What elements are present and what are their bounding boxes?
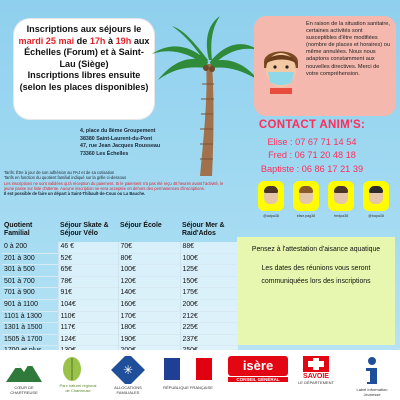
chartreuse-logo: CŒUR DE CHARTREUSE bbox=[4, 356, 44, 395]
registration-location: Échelles (Forum) et à Saint- bbox=[24, 47, 144, 58]
table-row bbox=[2, 323, 238, 335]
quotient-cell: 0 à 200 bbox=[4, 243, 27, 250]
svg-text:✳: ✳ bbox=[122, 363, 134, 377]
snapcode-icon[interactable] bbox=[293, 181, 319, 211]
address-line: 4, place du 8ème Groupement bbox=[80, 128, 156, 134]
table-row bbox=[2, 242, 238, 253]
snap-handle: fredpa38 bbox=[333, 214, 349, 218]
snapcode-icon[interactable] bbox=[363, 181, 389, 211]
table-row bbox=[2, 311, 238, 323]
covid-notice-box bbox=[254, 16, 396, 116]
price-cell: 150€ bbox=[180, 276, 238, 288]
price-table bbox=[2, 221, 238, 358]
registration-location-2: Lau (Siège) bbox=[59, 58, 109, 69]
covid-notice-text: En raison de la situation sanitaire, certaines activités sont susceptibles d'être modifiées (nombre de places et horaires) ou même annulées. Nous nous adaptons constamment aux nouvelles directives. Merci de votre compréhension. bbox=[306, 21, 390, 77]
price-cell: 52€ bbox=[58, 253, 118, 265]
marianne-icon bbox=[162, 356, 214, 384]
tariff-line: Tarifs en fonction du quotient familial indiqué sur la grille ci-dessous bbox=[4, 175, 127, 181]
address-line: 38380 Saint-Laurent-du-Pont bbox=[80, 135, 153, 142]
price-cell: 65€ bbox=[58, 265, 118, 277]
registration-line1: Inscriptions aux séjours le bbox=[26, 24, 142, 34]
registration-free-line: Inscriptions libres ensuite bbox=[27, 70, 141, 81]
quotient-cell: 901 à 1100 bbox=[4, 300, 38, 308]
price-cell: 190€ bbox=[118, 334, 180, 346]
price-cell: 120€ bbox=[118, 276, 180, 288]
table-row bbox=[2, 288, 238, 300]
address-line: 47, rue Jean Jacques Rousseau bbox=[80, 143, 161, 150]
price-cell: 110€ bbox=[58, 311, 118, 323]
quotient-cell: 701 à 900 bbox=[4, 289, 35, 297]
address-line: 73360 Les Échelles bbox=[80, 150, 129, 157]
table-row bbox=[2, 253, 238, 265]
table-row bbox=[2, 276, 238, 288]
price-cell: 88€ bbox=[180, 242, 238, 253]
price-cell: 160€ bbox=[118, 299, 180, 311]
masked-child-icon bbox=[260, 44, 302, 94]
quotient-cell: 1101 à 1300 bbox=[4, 312, 42, 320]
table-row bbox=[2, 299, 238, 311]
snowflake-icon bbox=[110, 356, 146, 384]
table-row bbox=[2, 334, 238, 346]
price-cell: 212€ bbox=[180, 311, 238, 323]
snapcode-icon[interactable] bbox=[258, 181, 284, 211]
republique-logo: RÉPUBLIQUE FRANÇAISE bbox=[158, 356, 218, 390]
snap-handle: @bapa38 bbox=[368, 214, 384, 218]
price-cell: 46 € bbox=[58, 242, 118, 253]
column-header: Quotient Familial bbox=[4, 222, 33, 237]
savoie-logo: SAVOIE LE DÉPARTEMENT bbox=[296, 356, 336, 385]
tariff-notes bbox=[4, 170, 232, 196]
snapcode-icon[interactable] bbox=[328, 181, 354, 211]
phone-baptiste[interactable]: Baptiste : 06 86 17 21 39 bbox=[260, 164, 364, 174]
snap-handle: @adpa38 bbox=[263, 214, 279, 218]
quotient-cell: 1505 à 1700 bbox=[4, 335, 43, 343]
caf-logo: ✳ ALLOCATIONS FAMILIALES bbox=[108, 356, 148, 395]
savoie-cross-icon bbox=[303, 356, 329, 372]
mountain-icon bbox=[4, 356, 44, 384]
quotient-cell: 301 à 500 bbox=[4, 266, 35, 274]
isere-logo: isère CONSEIL GÉNÉRAL bbox=[228, 356, 288, 382]
table-row bbox=[2, 265, 238, 277]
phone-elise[interactable]: Elise : 07 67 71 14 54 bbox=[267, 137, 357, 147]
column-header: Séjour Skate & Séjour Vélo bbox=[60, 222, 109, 237]
price-cell: 124€ bbox=[58, 334, 118, 346]
tariff-departure-note: Il est possible de faire un départ à Saint-Thibault-de-Coux ou La Bauche. bbox=[4, 191, 146, 197]
price-cell: 78€ bbox=[58, 276, 118, 288]
tariff-warning: Les inscriptions ne sont validées qu'à réception du paiement. Si le paiement n'a pas été reçu 48 heures avant l'activité, le jeune passe sur liste d'attente. Aucune inscription ne sera acceptée en dehors des permanences d'inscriptions. bbox=[4, 180, 224, 191]
price-cell: 170€ bbox=[118, 311, 180, 323]
price-cell: 180€ bbox=[118, 323, 180, 335]
registration-date: mardi 25 mai bbox=[18, 35, 75, 46]
quotient-cell: 501 à 700 bbox=[4, 277, 35, 285]
price-cell: 225€ bbox=[180, 323, 238, 335]
registration-box: Inscriptions aux séjours le mardi 25 mai de 17h à 19h aux Échelles (Forum) et à Saint- Lau (Siège) Inscriptions libres ensuite (selon les places disponibles) bbox=[14, 19, 154, 119]
info-jeunesse-logo: Label Information Jeunesse bbox=[348, 356, 396, 397]
price-cell: 100€ bbox=[118, 265, 180, 277]
price-cell: 175€ bbox=[180, 288, 238, 300]
meeting-dates-note: Les dates des réunions vous seront communiquées lors des inscriptions bbox=[261, 265, 371, 285]
quotient-cell: 1301 à 1500 bbox=[4, 324, 43, 332]
tariff-line: Tarifs: Être à jour de son adhésion au PAJ et de sa cotisation bbox=[4, 170, 115, 175]
price-cell: 70€ bbox=[118, 242, 180, 253]
column-header: Séjour Mer & Raid'Ados bbox=[182, 222, 225, 237]
phone-fred[interactable]: Fred : 06 71 20 48 18 bbox=[268, 150, 356, 160]
price-cell: 91€ bbox=[58, 288, 118, 300]
price-cell: 125€ bbox=[180, 265, 238, 277]
price-cell: 140€ bbox=[118, 288, 180, 300]
snap-handle: elise.pag38 bbox=[296, 214, 316, 218]
address-block bbox=[80, 128, 190, 158]
price-cell: 100€ bbox=[180, 253, 238, 265]
price-cell: 237€ bbox=[180, 334, 238, 346]
registration-time-start: 17h bbox=[89, 35, 106, 46]
info-i-icon bbox=[363, 356, 381, 386]
column-header: Séjour École bbox=[120, 222, 162, 229]
registration-availability: (selon les places disponibles) bbox=[19, 81, 149, 92]
price-cell: 104€ bbox=[58, 299, 118, 311]
registration-time-end: 19h bbox=[115, 35, 132, 46]
parc-chartreuse-logo: Parc naturel régional de Chartreuse bbox=[58, 356, 98, 393]
price-cell: 80€ bbox=[118, 253, 180, 265]
price-cell: 200€ bbox=[180, 299, 238, 311]
quotient-cell: 201 à 300 bbox=[4, 254, 35, 262]
price-cell: 117€ bbox=[58, 323, 118, 335]
park-leaf-icon bbox=[58, 356, 98, 382]
swim-certificate-note: Pensez à l'attestation d'aisance aquatique bbox=[251, 246, 381, 253]
contact-title: CONTACT ANIM'S: bbox=[258, 119, 366, 131]
info-panel bbox=[237, 237, 395, 345]
